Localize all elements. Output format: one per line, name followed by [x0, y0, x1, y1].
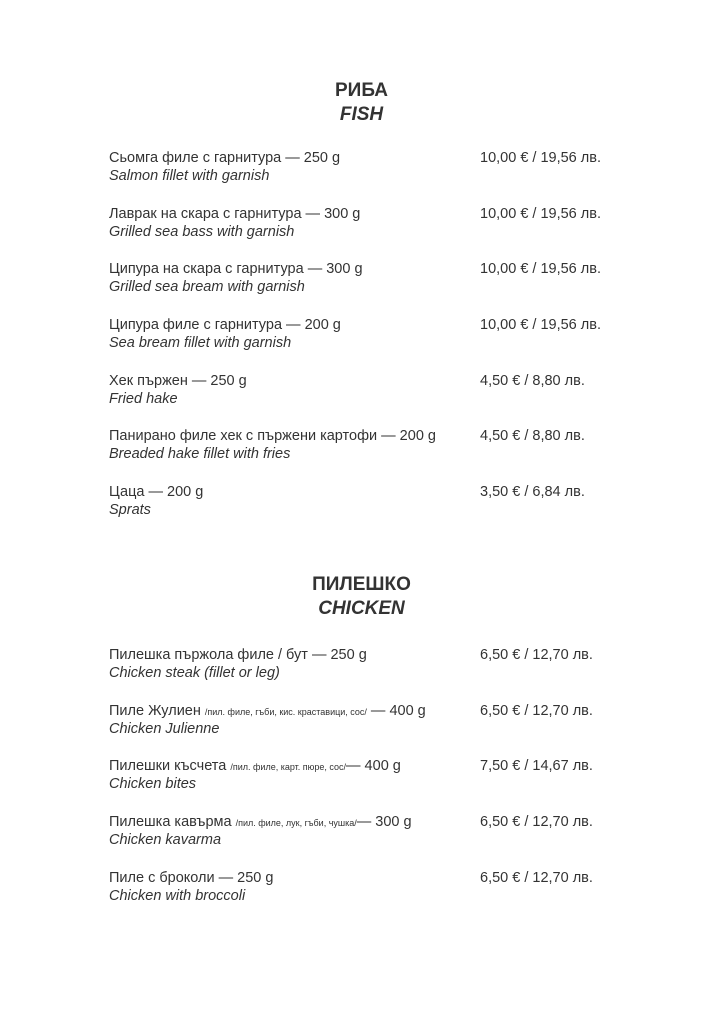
menu-item	[109, 757, 649, 797]
item-weight: — 400 g	[366, 703, 426, 719]
item-name-en: Chicken with broccoli	[109, 888, 246, 904]
item-name: Пилешка пържола филе / бут — 250 g	[109, 647, 367, 663]
section-title-fish	[0, 79, 723, 127]
menu-item	[109, 260, 649, 300]
menu-item	[109, 813, 649, 853]
item-price: 10,00 € / 19,56 лв.	[480, 317, 601, 333]
item-name	[109, 813, 412, 832]
item-name: Хек пържен — 250 g	[109, 373, 247, 389]
item-name: Пиле с броколи — 250 g	[109, 870, 274, 886]
item-price: 10,00 € / 19,56 лв.	[480, 150, 601, 166]
item-name: Лаврак на скара с гарнитура — 300 g	[109, 206, 361, 222]
item-name: Цаца — 200 g	[109, 484, 204, 500]
item-price: 7,50 € / 14,67 лв.	[480, 758, 593, 774]
section-title-chicken	[0, 573, 723, 621]
item-price: 6,50 € / 12,70 лв.	[480, 703, 593, 719]
item-price: 10,00 € / 19,56 лв.	[480, 261, 601, 277]
item-name: Сьомга филе с гарнитура — 250 g	[109, 150, 341, 166]
item-name-en: Sea bream fillet with garnish	[109, 335, 292, 351]
menu-item	[109, 427, 649, 467]
menu-item	[109, 316, 649, 356]
menu-item	[109, 702, 649, 742]
menu-item	[109, 483, 649, 523]
item-name-main: Пилешки късчета	[109, 758, 227, 774]
item-name-en: Chicken kavarma	[109, 832, 222, 848]
item-name-en: Chicken steak (fillet or leg)	[109, 665, 280, 681]
item-name: Панирано филе хек с пържени картофи — 200 g	[109, 428, 436, 444]
section-title-en: CHICKEN	[318, 598, 405, 619]
item-ingredients-note: /пил. филе, лук, гъби, чушка/	[235, 818, 357, 828]
item-name-en: Sprats	[109, 502, 151, 518]
menu-item	[109, 149, 649, 189]
item-name-en: Fried hake	[109, 391, 178, 407]
item-ingredients-note: /пил. филе, гъби, кис. краставици, сос/	[204, 707, 367, 717]
item-name: Ципура на скара с гарнитура — 300 g	[109, 261, 363, 277]
item-ingredients-note: /пил. филе, карт. пюре, сос/	[230, 762, 347, 772]
menu-item	[109, 869, 649, 909]
item-price: 4,50 € / 8,80 лв.	[480, 428, 585, 444]
section-title-bg: РИБА	[335, 80, 388, 101]
item-price: 6,50 € / 12,70 лв.	[480, 870, 593, 886]
item-name-en: Chicken bites	[109, 776, 197, 792]
menu-item	[109, 205, 649, 245]
item-name-en: Chicken Julienne	[109, 721, 220, 737]
item-price: 4,50 € / 8,80 лв.	[480, 373, 585, 389]
item-name	[109, 757, 401, 776]
item-name-en: Salmon fillet with garnish	[109, 168, 270, 184]
item-price: 6,50 € / 12,70 лв.	[480, 814, 593, 830]
item-name-main: Пиле Жулиен	[109, 703, 201, 719]
item-weight: — 400 g	[346, 758, 401, 774]
item-name-en: Breaded hake fillet with fries	[109, 446, 291, 462]
item-name: Ципура филе с гарнитура — 200 g	[109, 317, 341, 333]
section-title-en: FISH	[339, 104, 384, 125]
item-name-en: Grilled sea bream with garnish	[109, 279, 305, 295]
item-weight: — 300 g	[356, 814, 412, 830]
item-price: 10,00 € / 19,56 лв.	[480, 206, 601, 222]
item-price: 6,50 € / 12,70 лв.	[480, 647, 593, 663]
item-price: 3,50 € / 6,84 лв.	[480, 484, 585, 500]
item-name	[109, 702, 426, 721]
menu-item	[109, 646, 649, 686]
menu-item	[109, 372, 649, 412]
section-title-bg: ПИЛЕШКО	[312, 574, 411, 595]
item-name-en: Grilled sea bass with garnish	[109, 224, 295, 240]
item-name-main: Пилешка кавърма	[109, 814, 232, 830]
